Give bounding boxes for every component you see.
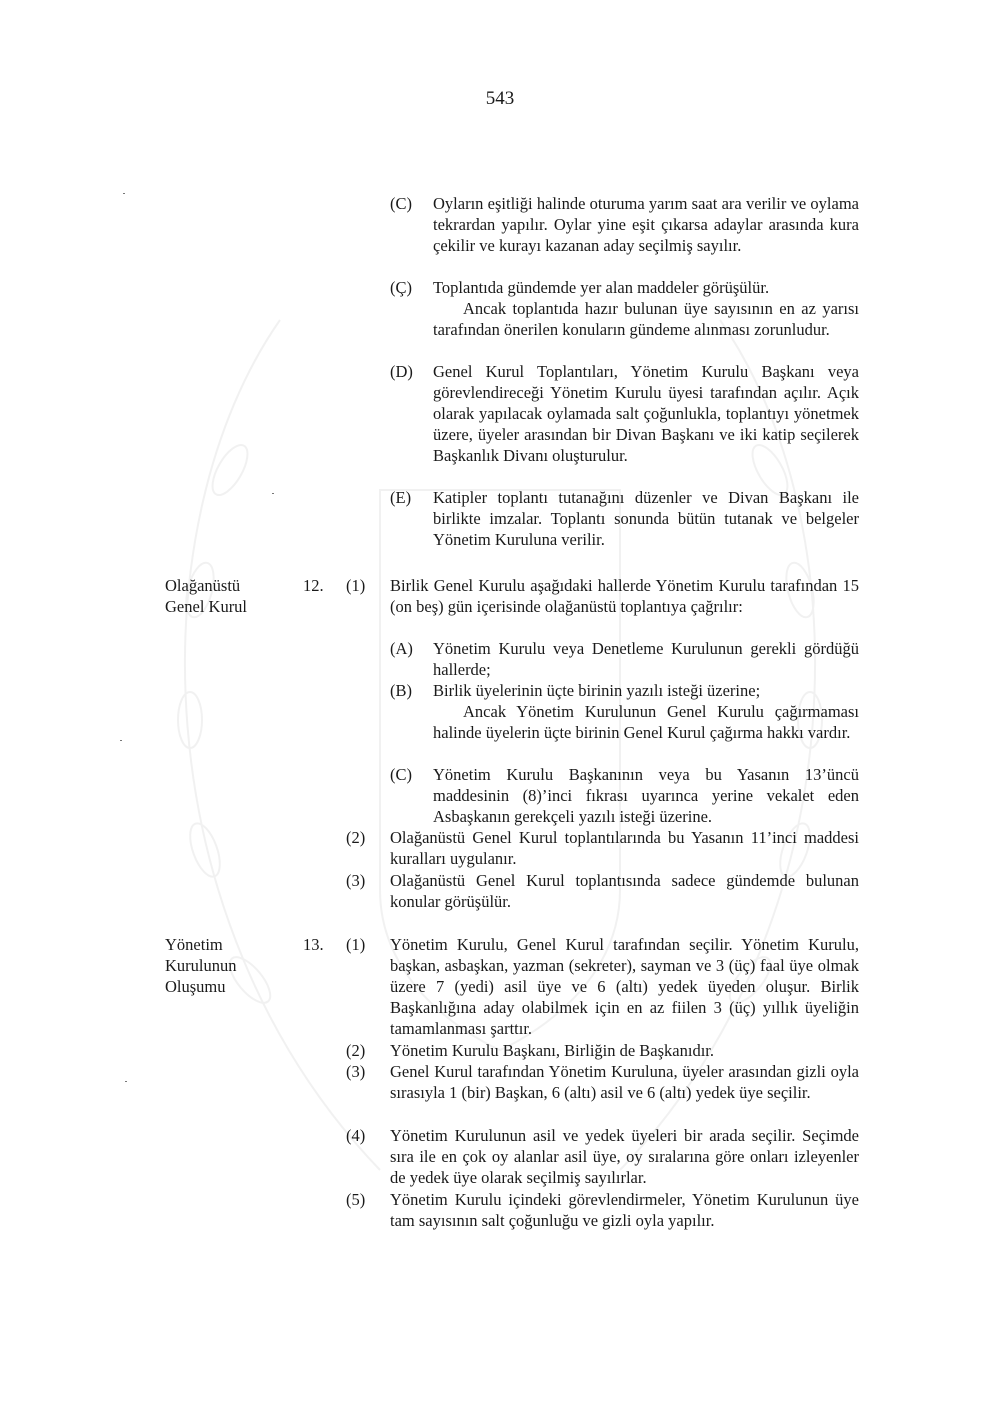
article-13-sub-3-label: (3) (346, 1062, 366, 1081)
article-12-number: 12. (303, 576, 324, 595)
article-12-title-line: Olağanüstü (165, 576, 241, 595)
article-12-item-a-text: Yönetim Kurulu veya Denetleme Kurulunun gerekli gördüğü hallerde; (433, 639, 859, 679)
article-12-item-c-label: (C) (390, 765, 412, 784)
item-c-text: Oyların eşitliği halinde oturuma yarım saat ara verilir ve oylama tekrardan yapılır. Oylar yine eşit çıkarsa adaylar arasında kura çekilir ve kurayı kazanan aday seçilmiş sayılır. (433, 194, 859, 255)
item-cc-note: Ancak toplantıda hazır bulunan üye sayısının en az yarısı tarafından önerilen konuların gündeme alınması zorunludur. (433, 299, 859, 339)
article-12-sub-3-label: (3) (346, 871, 366, 890)
article-13-sub-1-label: (1) (346, 935, 366, 954)
article-13-title-line: Yönetim (165, 935, 223, 954)
article-12-item-b-note: Ancak Yönetim Kurulunun Genel Kurulu çağırmaması halinde üyelerin üçte birinin Genel Kurul çağırma hakkı vardır. (433, 702, 859, 742)
article-12-sub-1-label: (1) (346, 576, 366, 595)
article-13-sub-5-text: Yönetim Kurulu içindeki görevlendirmeler, Yönetim Kurulunun üye tam sayısının salt çoğunluğu ve gizli oyla yapılır. (390, 1190, 859, 1230)
article-12-item-a-label: (A) (390, 639, 413, 658)
item-d-text: Genel Kurul Toplantıları, Yönetim Kurulu Başkanı veya görevlendireceği Yönetim Kurulu üyesi tarafından açılır. Açık olarak yapılacak oylamada salt çoğunlukla, toplantıyı yönetmek üzere, üyeler arasından bir Divan Başkanı ve iki katip seçilerek Başkanlık Divanı oluşturulur. (433, 362, 859, 465)
item-e-text: Katipler toplantı tutanağını düzenler ve Divan Başkanı ile birlikte imzalar. Toplantı sonunda bütün tutanak ve belgeler Yönetim Kuruluna verilir. (433, 488, 859, 549)
article-13-title-line: Oluşumu (165, 977, 226, 996)
article-13-number: 13. (303, 935, 324, 954)
article-12-item-b-text: Birlik üyelerinin üçte birinin yazılı isteği üzerine; (433, 681, 761, 700)
article-12-sub-3-text: Olağanüstü Genel Kurul toplantısında sadece gündemde bulunan konular görüşülür. (390, 871, 859, 911)
article-13-sub-2-text: Yönetim Kurulu Başkanı, Birliğin de Başkanıdır. (390, 1041, 715, 1060)
article-12-sub-2-text: Olağanüstü Genel Kurul toplantılarında bu Yasanın 11’inci maddesi kuralları uygulanır. (390, 828, 859, 868)
article-13-sub-5-label: (5) (346, 1190, 366, 1209)
article-12-sub-2-label: (2) (346, 828, 366, 847)
article-12-item-b-label: (B) (390, 681, 412, 700)
page-number: 543 (485, 88, 515, 109)
article-13-sub-4-text: Yönetim Kurulunun asil ve yedek üyeleri bir arada seçilir. Seçimde sıra ile en çok oy alanlar asil üye, oy sıralarına göre onları izleyenler de yedek üye olarak seçilmiş sayılırlar. (390, 1126, 859, 1187)
article-12-title-line: Genel Kurul (165, 597, 248, 616)
article-12-item-c-text: Yönetim Kurulu Başkanının veya bu Yasanın 13’üncü maddesinin (8)’inci fıkrası uyarınca yerine vekalet eden Asbaşkanın gerekçeli yazılı isteği üzerine. (433, 765, 859, 826)
article-13-title-line: Kurulunun (165, 956, 237, 975)
article-13-sub-3-text: Genel Kurul tarafından Yönetim Kuruluna, üyeler arasından gizli oyla sırasıyla 1 (bir) Başkan, 6 (altı) asil ve 6 (altı) yedek üye seçilir. (390, 1062, 859, 1102)
item-d-label: (D) (390, 362, 413, 381)
article-13-title (165, 934, 285, 997)
item-cc-text: Toplantıda gündemde yer alan maddeler görüşülür. (433, 278, 770, 297)
article-12-title (165, 575, 285, 617)
item-e-label: (E) (390, 488, 412, 507)
article-13-sub-2-label: (2) (346, 1041, 366, 1060)
article-13-sub-1-text: Yönetim Kurulu, Genel Kurul tarafından seçilir. Yönetim Kurulu, başkan, asbaşkan, yazman (sekreter), sayman ve 3 (üç) faal üye olmak üzere 7 (yedi) asil üye ve 6 (altı) yedek üyeden oluşur. Birlik Başkanlığına aday olabilmek için en az fiilen 3 (üç) yıllık üyeliğin tamamlanması şarttır. (390, 935, 859, 1038)
article-12-sub-1-text: Birlik Genel Kurulu aşağıdaki hallerde Yönetim Kurulu tarafından 15 (on beş) gün içerisinde olağanüstü toplantıya çağrılır: (390, 576, 859, 616)
item-c-label: (C) (390, 194, 412, 213)
item-cc-label: (Ç) (390, 278, 412, 297)
article-13-sub-4-label: (4) (346, 1126, 366, 1145)
